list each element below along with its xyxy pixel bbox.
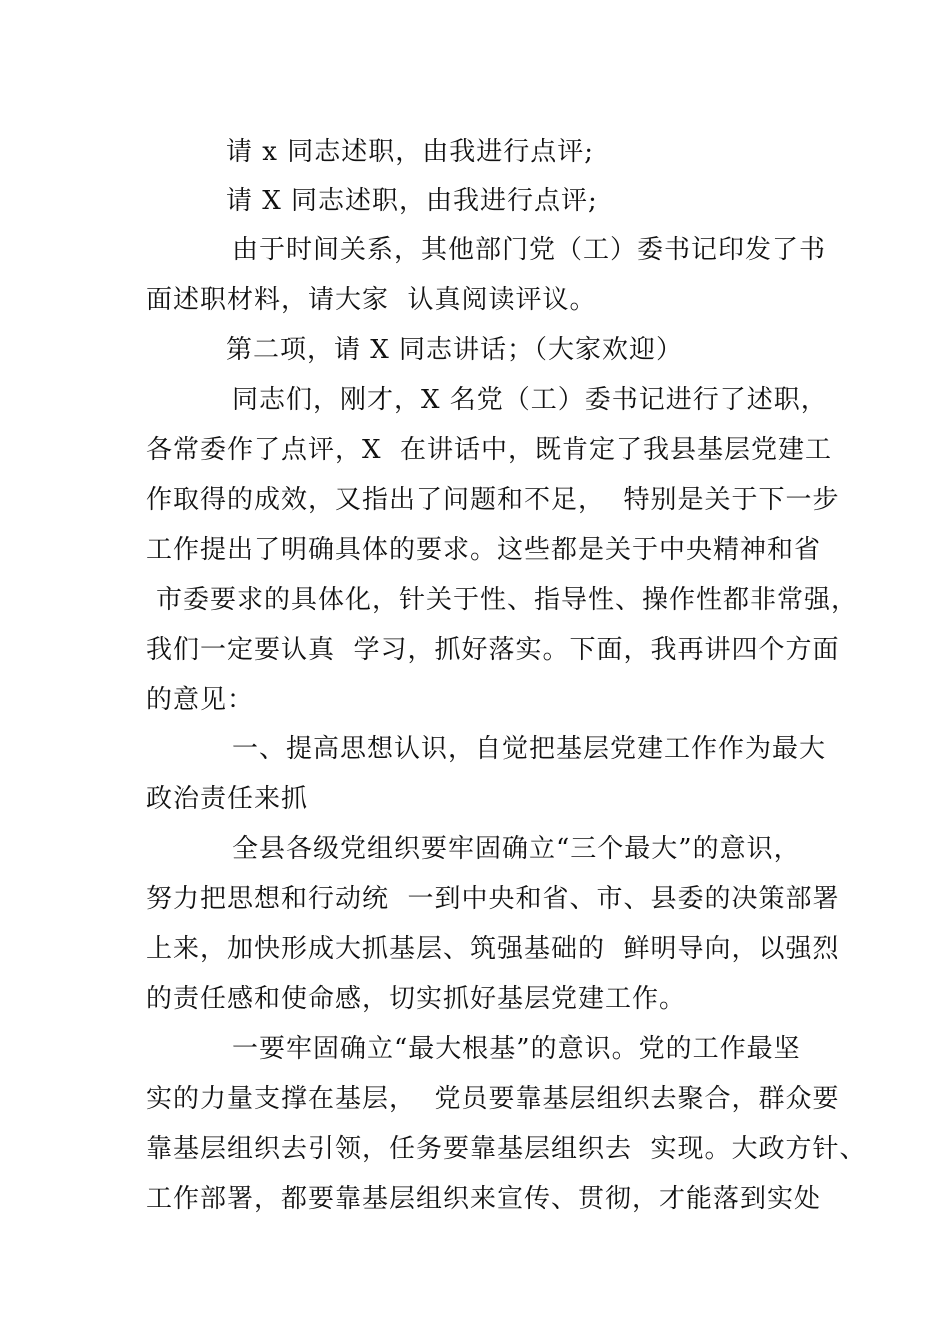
text-line-8: 作取得的成效，又指出了问题和不足， 特别是关于下一步 — [146, 485, 840, 515]
text-line-2: 请 X 同志述职，由我进行点评; — [226, 186, 598, 216]
text-line-12: 的意见： — [146, 685, 255, 715]
text-line-1: 请 x 同志述职，由我进行点评; — [226, 137, 594, 167]
text-line-7: 各常委作了点评，X 在讲话中，既肯定了我县基层党建工 — [146, 435, 833, 465]
text-line-5: 第二项，请 X 同志讲话；（大家欢迎） — [226, 335, 684, 365]
text-line-20: 实的力量支撑在基层， 党员要靠基层组织去聚合，群众要 — [146, 1084, 840, 1114]
text-line-18: 的责任感和使命感，切实抓好基层党建工作。 — [146, 984, 687, 1014]
text-line-14: 政治责任来抓 — [146, 784, 309, 814]
text-line-17: 上来，加快形成大抓基层、筑强基础的 鲜明导向，以强烈 — [146, 934, 840, 964]
text-line-10: 市委要求的具体化，针关于性、指导性、操作性都非常强， — [156, 585, 859, 615]
text-line-13: 一、提高思想认识，自觉把基层党建工作作为最大 — [232, 734, 827, 764]
text-line-22: 工作部署，都要靠基层组织来宣传、贯彻，才能落到实处 — [146, 1184, 822, 1214]
text-line-3: 由于时间关系，其他部门党（工）委书记印发了书 — [232, 235, 827, 265]
text-line-11: 我们一定要认真 学习，抓好落实。下面，我再讲四个方面 — [146, 635, 840, 665]
text-line-4: 面述职材料，请大家 认真阅读评议。 — [146, 285, 597, 315]
text-line-21: 靠基层组织去引领，任务要靠基层组织去 实现。大政方针、 — [146, 1134, 867, 1164]
text-line-15: 全县各级党组织要牢固确立“三个最大”的意识， — [232, 834, 801, 864]
text-line-6: 同志们，刚才，X 名党（工）委书记进行了述职， — [232, 385, 828, 415]
text-line-9: 工作提出了明确具体的要求。这些都是关于中央精神和省 — [146, 535, 822, 565]
text-line-16: 努力把思想和行动统 一到中央和省、市、县委的决策部署 — [146, 884, 840, 914]
text-line-19: 一要牢固确立“最大根基”的意识。党的工作最坚 — [232, 1034, 801, 1064]
